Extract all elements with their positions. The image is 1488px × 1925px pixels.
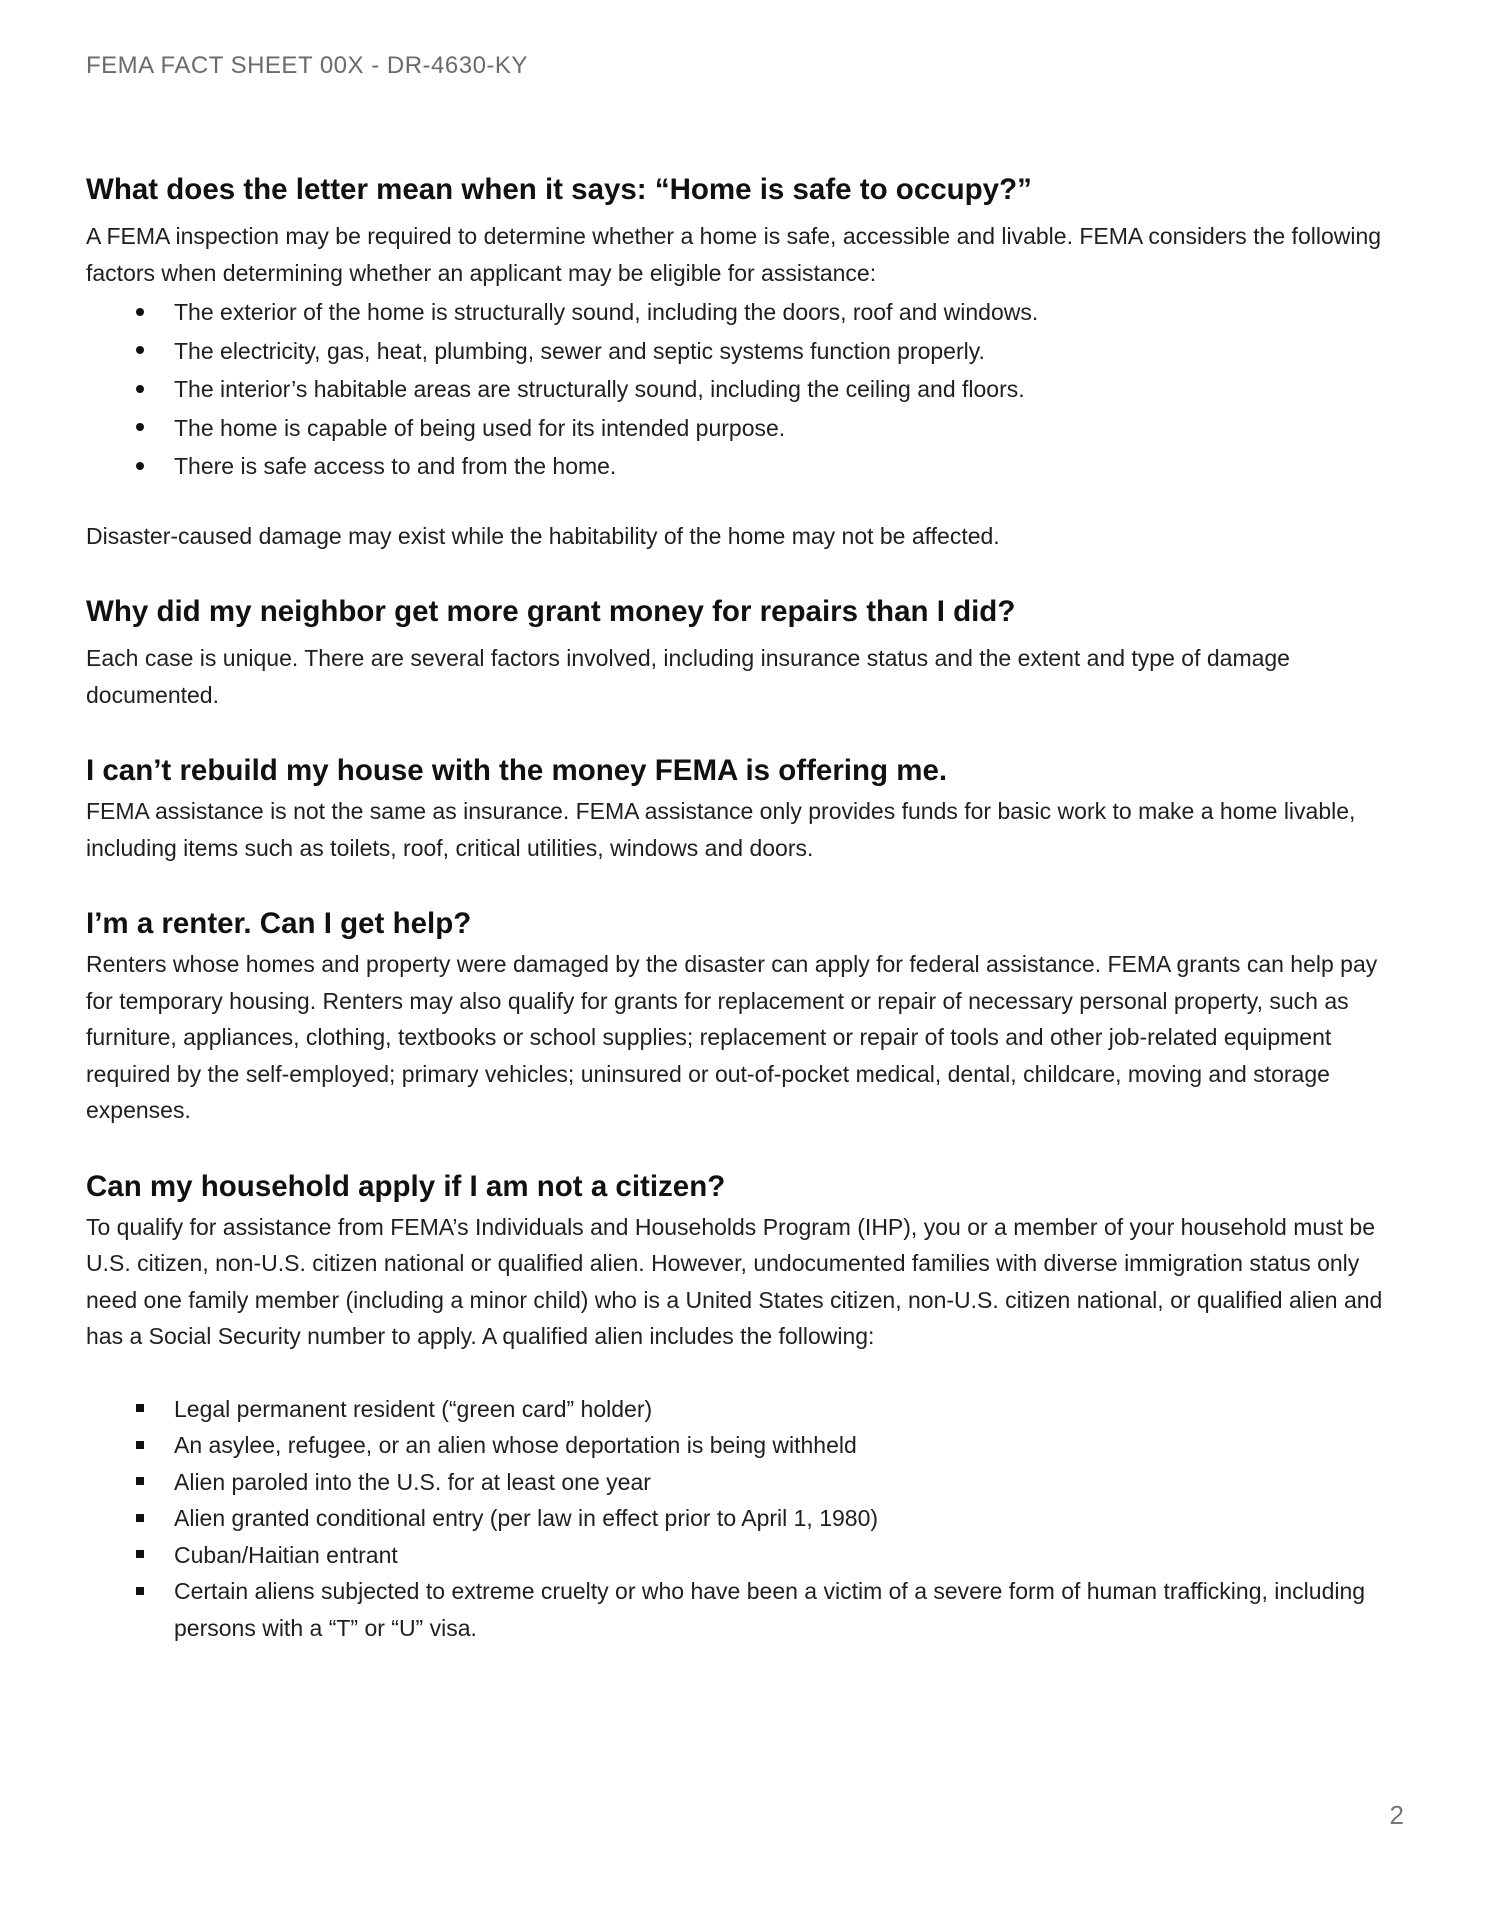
square-bullet-icon: [133, 1537, 147, 1574]
faq-section-citizenship: [86, 1167, 1406, 1647]
section-heading: What does the letter mean when it says: “Home is safe to occupy?”: [86, 173, 1032, 206]
faq-section-neighbor-grant: [86, 592, 1406, 713]
section-body: To qualify for assistance from FEMA’s Individuals and Households Program (IHP), you or a member of your household must be U.S. citizen, non-U.S. citizen national or qualified alien. However, undocumented families with diverse immigration status only need one family member (including a minor child) who is a United States citizen, non-U.S. citizen national, or qualified alien and has a Social Security number to apply. A qualified alien includes the following:: [86, 1213, 1383, 1349]
list-item: Alien granted conditional entry (per law in effect prior to April 1, 1980): [86, 1500, 1406, 1537]
section-body: Renters whose homes and property were damaged by the disaster can apply for federal assistance. FEMA grants can help pay for temporary housing. Renters may also qualify for grants for replacement or repair of necessary personal property, such as furniture, appliances, clothing, textbooks or school supplies; replacement or repair of tools and other job-related equipment required by the self-employed; primary vehicles; uninsured or out-of-pocket medical, dental, childcare, moving and storage expenses.: [86, 951, 1378, 1123]
bullet-icon: [133, 409, 147, 448]
habitability-factor-list: [86, 293, 1406, 486]
bullet-icon: [133, 370, 147, 409]
faq-section-renter: [86, 904, 1406, 1129]
section-body: Each case is unique. There are several factors involved, including insurance status and the extent and type of damage documented.: [86, 645, 1290, 708]
section-heading: Why did my neighbor get more grant money for repairs than I did?: [86, 595, 1016, 628]
document-header: FEMA FACT SHEET 00X - DR-4630-KY: [86, 52, 528, 79]
section-heading: I can’t rebuild my house with the money FEMA is offering me.: [86, 754, 948, 787]
square-bullet-icon: [133, 1464, 147, 1501]
section-heading: I’m a renter. Can I get help?: [86, 907, 472, 940]
square-bullet-icon: [133, 1573, 147, 1610]
square-bullet-icon: [133, 1427, 147, 1464]
bullet-icon: [133, 447, 147, 486]
list-item: The interior’s habitable areas are structurally sound, including the ceiling and floors.: [86, 370, 1406, 409]
square-bullet-icon: [133, 1391, 147, 1428]
bullet-icon: [133, 332, 147, 371]
list-item: The electricity, gas, heat, plumbing, sewer and septic systems function properly.: [86, 332, 1406, 371]
bullet-icon: [133, 293, 147, 332]
list-item: Legal permanent resident (“green card” holder): [86, 1391, 1406, 1428]
square-bullet-icon: [133, 1500, 147, 1537]
faq-section-rebuild: [86, 751, 1406, 866]
list-item: The exterior of the home is structurally sound, including the doors, roof and windows.: [86, 293, 1406, 332]
list-item: Cuban/Haitian entrant: [86, 1537, 1406, 1574]
section-body: FEMA assistance is not the same as insurance. FEMA assistance only provides funds for basic work to make a home livable, including items such as toilets, roof, critical utilities, windows and doors.: [86, 798, 1356, 861]
list-item: The home is capable of being used for its intended purpose.: [86, 409, 1406, 448]
section-heading: Can my household apply if I am not a citizen?: [86, 1169, 726, 1203]
list-item: An asylee, refugee, or an alien whose deportation is being withheld: [86, 1427, 1406, 1464]
list-item: Alien paroled into the U.S. for at least one year: [86, 1464, 1406, 1501]
list-item: Certain aliens subjected to extreme cruelty or who have been a victim of a severe form of human trafficking, including persons with a “T” or “U” visa.: [86, 1573, 1406, 1646]
faq-section-safe-to-occupy: [86, 170, 1406, 554]
qualified-alien-list: [86, 1391, 1406, 1647]
list-item: There is safe access to and from the home.: [86, 447, 1406, 486]
section-note: Disaster-caused damage may exist while the habitability of the home may not be affected.: [86, 522, 1000, 549]
section-intro: A FEMA inspection may be required to determine whether a home is safe, accessible and livable. FEMA considers the following factors when determining whether an applicant may be eligible for assistance:: [86, 223, 1382, 286]
document-body: [86, 170, 1406, 1684]
page-number: 2: [1389, 1800, 1404, 1830]
